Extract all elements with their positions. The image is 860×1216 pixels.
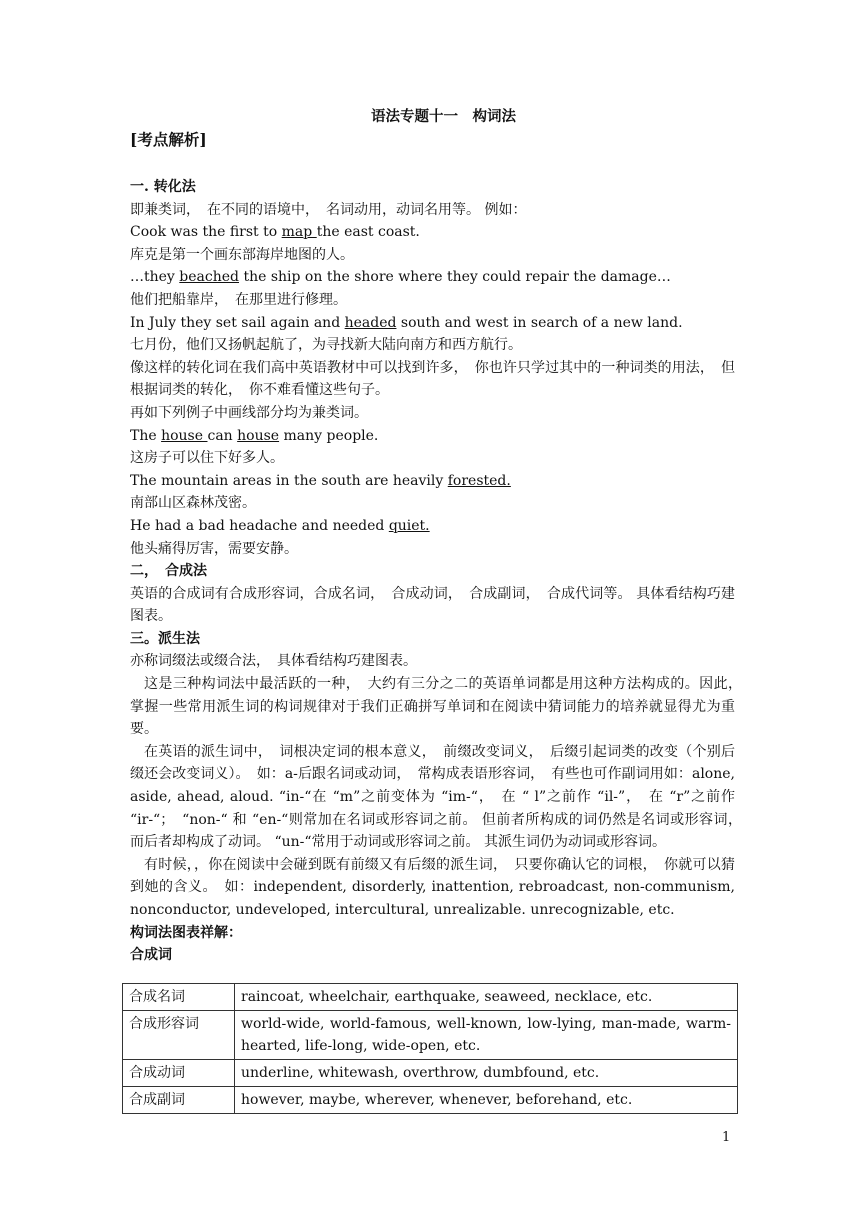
derivation-paragraph-3: 有时候，，你在阅读中会碰到既有前缀又有后缀的派生词， 只要你确认它的词根， 你就可以猜到她的含义。 如：independent, disorderly, inattention, rebroadcast, non-communism, nonconductor, undeveloped, intercultural, unrealizable. unrecognizable, etc. <box>130 856 735 918</box>
example-3 <box>130 312 735 335</box>
example-2-translation: 他们把船靠岸， 在那里进行修理。 <box>130 291 347 308</box>
heading-conversion: 一. 转化法 <box>130 179 196 195</box>
page-number: 1 <box>722 1130 731 1145</box>
example-text: The mountain areas in the south are heavily <box>130 472 448 489</box>
table-row <box>123 1087 738 1114</box>
example-text: south and west in search of a new land. <box>396 314 683 331</box>
page-title: 语法专题十一 构词法 <box>371 108 516 125</box>
table-cell-words: raincoat, wheelchair, earthquake, seaweed, necklace, etc. <box>235 984 738 1011</box>
compound-words-table <box>122 983 738 1114</box>
underlined-word: quiet. <box>388 517 430 534</box>
example-4 <box>130 425 735 448</box>
example-5-translation: 南部山区森林茂密。 <box>130 495 256 512</box>
underlined-word: map <box>281 224 317 241</box>
underlined-word: headed <box>344 314 397 331</box>
example-text: the east coast. <box>316 224 420 241</box>
table-row <box>123 984 738 1011</box>
conversion-intro: 即兼类词， 在不同的语境中， 名词动用，动词名用等。 例如： <box>130 201 527 218</box>
table-cell-label: 合成动词 <box>123 1060 235 1087</box>
example-4-translation: 这房子可以住下好多人。 <box>130 450 284 467</box>
example-1 <box>130 221 735 244</box>
derivation-paragraph-2: 在英语的派生词中， 词根决定词的根本意义， 前缀改变词义， 后缀引起词类的改变（个别后缀还会改变词义）。 如：a-后跟名词或动词， 常构成表语形容词， 有些也可作副词用如：alone, aside, ahead, aloud. “in-“在 “m”之前变体为 “im-“， 在 “ l”之前作 “il-”， 在 “r”之前作 “ir-“； “non-“ 和 “en-“则常加在名词或形容词之前。 但前者所构成的词仍然是名词或形容词， 而后者却构成了动词。 “un-“常用于动词或形容词之前。 其派生词仍为动词或形容词。 <box>130 743 749 851</box>
section-header: [考点解析] <box>130 130 207 149</box>
table-row <box>123 1011 738 1060</box>
conversion-paragraph: 像这样的转化词在我们高中英语教材中可以找到许多， 你也许只学过其中的一种词类的用法， 但根据词类的转化， 你不难看懂这些句子。 <box>130 359 735 399</box>
derivation-paragraph-1: 这是三种构词法中最活跃的一种， 大约有三分之二的英语单词都是用这种方法构成的。因此， 掌握一些常用派生词的构词规律对于我们正确拼写单词和在阅读中猜词能力的培养就显得尤为重要。 <box>130 676 749 738</box>
table-cell-words: underline, whitewash, overthrow, dumbfound, etc. <box>235 1060 738 1087</box>
example-text: In July they set sail again and <box>130 314 345 331</box>
table-title: 合成词 <box>130 947 172 964</box>
compounding-paragraph: 英语的合成词有合成形容词，合成名词， 合成动词， 合成副词， 合成代词等。 具体看结构巧建图表。 <box>130 585 735 625</box>
example-text: many people. <box>279 427 379 444</box>
example-text: Cook was the first to <box>130 224 282 241</box>
heading-compounding: 二， 合成法 <box>130 563 207 580</box>
example-2 <box>130 266 735 289</box>
table-cell-label: 合成名词 <box>123 984 235 1011</box>
example-1-translation: 库克是第一个画东部海岸地图的人。 <box>130 246 354 263</box>
example-text: the ship on the shore where they could repair the damage… <box>239 269 671 286</box>
spacer <box>130 152 735 176</box>
example-text: The <box>130 427 162 444</box>
underlined-word: house <box>161 427 208 444</box>
conversion-note: 再如下列例子中画线部分均为兼类词。 <box>130 404 368 421</box>
example-6-translation: 他头痛得厉害，需要安静。 <box>130 540 298 557</box>
table-row <box>123 1060 738 1087</box>
underlined-word: beached <box>179 269 239 286</box>
example-text: can <box>207 427 238 444</box>
example-5 <box>130 470 735 493</box>
underlined-word: house <box>237 427 280 444</box>
derivation-intro: 亦称词缀法或缀合法， 具体看结构巧建图表。 <box>130 653 417 670</box>
example-3-translation: 七月份，他们又扬帆起航了，为寻找新大陆向南方和西方航行。 <box>130 337 522 354</box>
example-6 <box>130 515 735 538</box>
example-text: He had a bad headache and needed <box>130 517 389 534</box>
table-cell-label: 合成副词 <box>123 1087 235 1114</box>
table-cell-label: 合成形容词 <box>123 1011 235 1060</box>
page-content <box>130 106 749 967</box>
table-cell-words: however, maybe, wherever, whenever, beforehand, etc. <box>235 1087 738 1114</box>
heading-derivation: 三。派生法 <box>130 630 200 647</box>
example-text: …they <box>130 269 180 286</box>
chart-header: 构词法图表祥解： <box>130 924 242 941</box>
underlined-word: forested. <box>447 472 511 489</box>
table-cell-words: world-wide, world-famous, well-known, low-lying, man-made, warm-hearted, life-long, wide-open, etc. <box>235 1011 738 1060</box>
